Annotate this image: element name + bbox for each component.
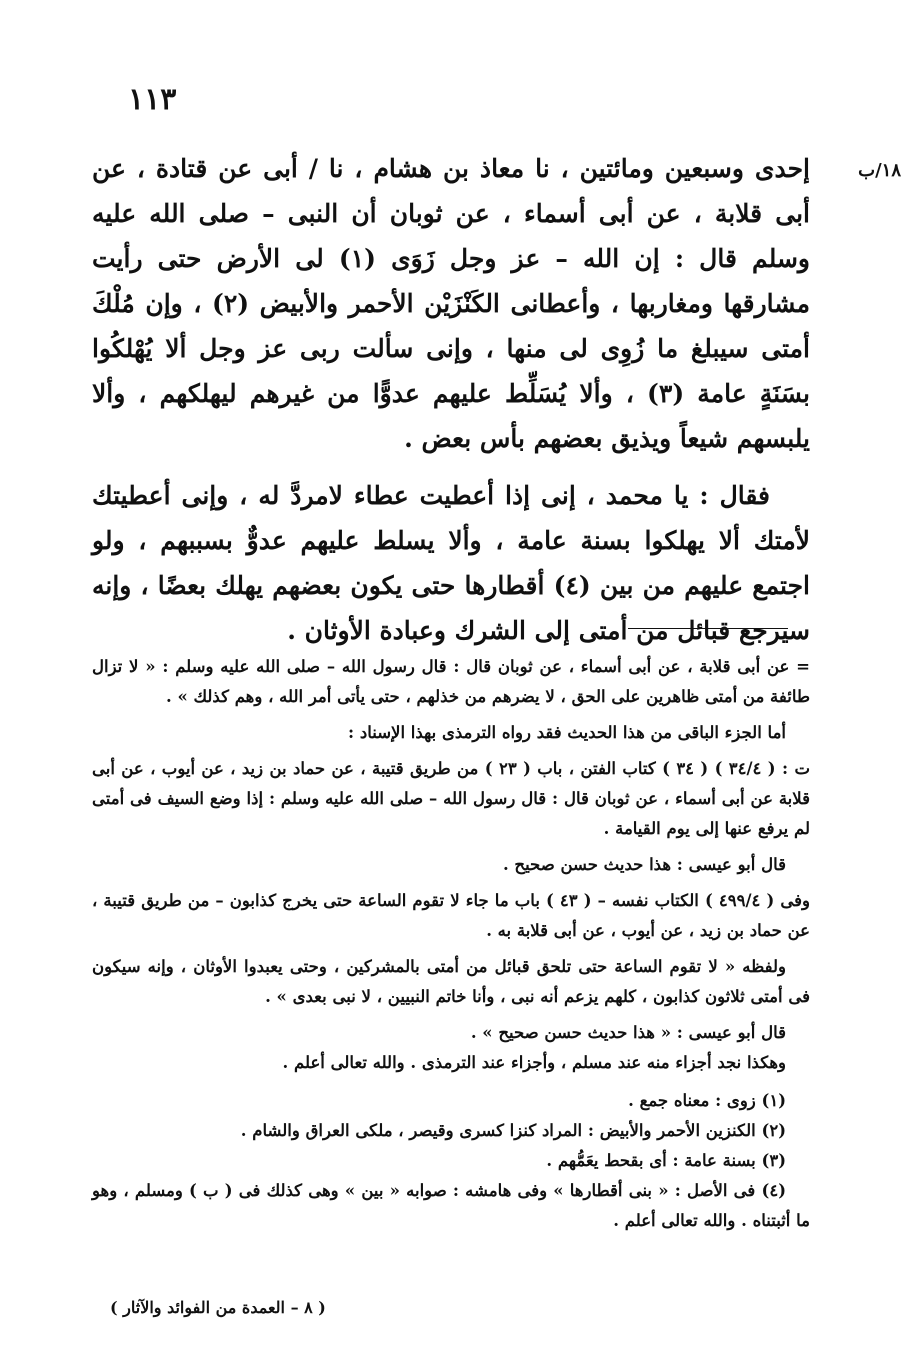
note-1: (١) زوى : معناه جمع .: [628, 1091, 786, 1110]
main-paragraph-1: إحدى وسبعين ومائتين ، نا معاذ بن هشام ، نا / أبى عن قتادة ، عن أبى قلابة ، عن أبى أسماء ، عن ثوبان أن النبى – صلى الله عليه وسلم قال : إن الله – عز وجل زَوَى (١) لى الأرض حتى رأيت مشارقها ومغاربها ، وأعطانى الكَنْزَيْن الأحمر والأبيض (٢) ، وإن مُلْكَ أمتى سيبلغ ما زُوِى لى منها ، وإنى سألت ربى عز وجل ألا يُهْلكُوا بسَنَةٍ عامة (٣) ، وألا يُسَلِّط عليهم عدوًّا من غيرهم ليهلكهم ، وألا يلبسهم شيعاً ويذيق بعضهم بأس بعض .: [92, 154, 810, 453]
footnote-paragraph: ولفظه « لا تقوم الساعة حتى تلحق قبائل من أمتى بالمشركين ، وحتى يعبدوا الأوثان ، وإنه سيكون فى أمتى ثلاثون كذابون ، كلهم يزعم أنه نبى ، وأنا خاتم النبيين ، لا نبى بعدى » .: [92, 957, 810, 1006]
footnote-paragraph: وفى ( ٤٩٩/٤ ) الكتاب نفسه – ( ٤٣ ) باب ما جاء لا تقوم الساعة حتى يخرج كذابون – من طريق قتيبة ، عن حماد بن زيد ، عن أيوب ، عن أبى قلابة به .: [92, 891, 810, 940]
footnote-divider: [628, 628, 788, 629]
footnote-paragraph: وهكذا نجد أجزاء منه عند مسلم ، وأجزاء عند الترمذى . والله تعالى أعلم .: [282, 1053, 786, 1072]
numbered-notes: [92, 1086, 810, 1236]
footnote-paragraph: أما الجزء الباقى من هذا الحديث فقد رواه الترمذى بهذا الإسناد :: [348, 723, 786, 742]
footnote-paragraph: = عن أبى قلابة ، عن أبى أسماء ، عن ثوبان قال : قال رسول الله – صلى الله عليه وسلم : « لا تزال طائفة من أمتى ظاهرين على الحق ، لا يضرهم من خذلهم ، حتى يأتى أمر الله ، وهم كذلك » .: [92, 657, 810, 706]
book-signature: ( ٨ – العمدة من الفوائد والآثار ): [110, 1298, 326, 1317]
footnote-paragraph: قال أبو عيسى : « هذا حديث حسن صحيح » .: [470, 1023, 786, 1042]
note-3: (٣) بسنة عامة : أى بقحط يعَمُّهم .: [546, 1151, 786, 1170]
footnote-paragraph: ت : ( ٣٤/٤ ) ( ٣٤ ) كتاب الفتن ، باب ( ٢٣ ) من طريق قتيبة ، عن حماد بن زيد ، عن أيوب ، عن أبى قلابة عن أبى أسماء ، عن ثوبان قال : قال رسول الله – صلى الله عليه وسلم : إذا وضع السيف فى أمتى لم يرفع عنها إلى يوم القيامة .: [92, 759, 810, 838]
page-number: ١١٣: [128, 82, 177, 117]
main-paragraph-2: فقال : يا محمد ، إنى إذا أعطيت عطاء لامردَّ له ، وإنى أعطيتك لأمتك ألا يهلكوا بسنة عامة ، وألا يسلط عليهم عدوٌّ بسببهم ، ولو اجتمع عليهم من بين (٤) أقطارها حتى يكون بعضهم يهلك بعضًا ، وإنه سيرجع قبائل من أمتى إلى الشرك وعبادة الأوثان .: [92, 481, 810, 645]
main-text: [92, 146, 810, 653]
footnote-paragraph: قال أبو عيسى : هذا حديث حسن صحيح .: [502, 855, 786, 874]
footnotes: [92, 652, 810, 1236]
note-2: (٢) الكنزين الأحمر والأبيض : المراد كنزا كسرى وقيصر ، ملكى العراق والشام .: [240, 1121, 786, 1140]
manuscript-folio-note: ١٨/ب: [858, 160, 901, 181]
note-4: (٤) فى الأصل : « بنى أقطارها » وفى هامشه : صوابه « بين » وهى كذلك فى ( ب ) ومسلم ، وهو ما أثبتناه . والله تعالى أعلم .: [92, 1181, 810, 1230]
